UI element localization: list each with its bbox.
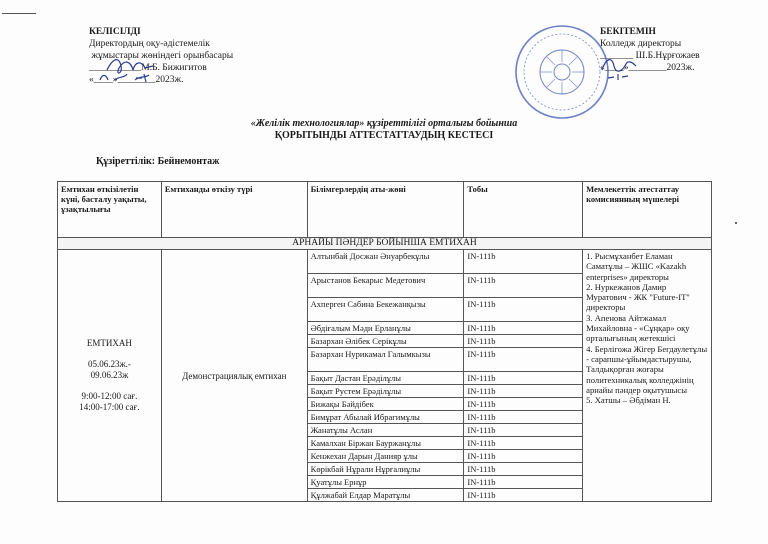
approval-left-line4: «____»________2023ж. [89,75,184,85]
document-title: ҚОРЫТЫНДЫ АТТЕСТАТТАУДЫҢ КЕСТЕСІ [274,130,494,141]
header-commission: Мемлекеттік атестаттау комисиянның мүшелері [583,182,712,238]
header-date: Емтихан өткізілетін күні, басталу уақыты, ұзақтылығы [58,182,162,238]
header-group: Тобы [464,182,583,238]
student-group: IN-111b [464,335,583,348]
student-name: Арыстанов Бекарыс Медетович [307,274,464,298]
student-name: Кенжехан Дарын Данияр ұлы [307,450,464,463]
exam-info-cell [58,250,162,502]
student-group: IN-111b [464,385,583,398]
approval-right-line1: Колледж директоры [600,39,682,49]
student-name: Базархан Әлібек Серікұлы [307,335,464,348]
specialty-label: Құзіреттілік: Бейнемонтаж [96,156,220,167]
top-rule [2,13,36,14]
student-group: IN-111b [464,437,583,450]
right-date-handwriting-icon [606,72,630,82]
student-name: Жанатұлы Аслан [307,424,464,437]
header-students: Білімгерлердің аты-жөні [307,182,464,238]
commission-member: 3. Апенова Айтжамал Михайловна - «Сұңқар» оқу орталығының жетекшісі [586,312,690,344]
student-name: Алтынбай Досжан Әнуарбекұлы [307,250,464,274]
student-group: IN-111b [464,424,583,437]
student-group: IN-111b [464,298,583,322]
student-name: Камалхан Біржан Бауржанұлы [307,437,464,450]
commission-member: 4. Берлігожа Жігер Бегдаулетұлы - сарапшы-ұйымдастырушы, Талдықорған жоғары политехникалық колледжінің арнайы пәндер оқытушысы [586,343,708,395]
header-form: Емтиханды өткізу түрі [161,182,307,238]
section-row [58,238,712,250]
section-title: АРНАЙЫ ПӘНДЕР БОЙЫНША ЕМТИХАН [58,238,712,250]
exam-time-2: 14:00-17:00 сағ. [79,402,140,412]
student-group: IN-111b [464,250,583,274]
approval-left-line3: ___________М.Б. Бижигитов [89,63,207,73]
approval-right-line3: «____»________2023ж. [600,63,695,73]
exam-label: ЕМТИХАН [86,338,132,348]
student-group: IN-111b [464,450,583,463]
commission-cell [583,250,712,502]
commission-member: 5. Хатшы – Әбдіман Н. [586,395,671,406]
left-date-handwriting-icon [96,72,156,84]
student-name: Әбдіғалым Мәди Ерланұлы [307,322,464,335]
commission-member: 2. Нуркежанов Дамир Муратович - ЖК "Future-IT" директоры [586,281,690,313]
exam-form-cell: Демонстрациялық емтихан [161,250,307,502]
student-name: Бижақы Бәйдібек [307,398,464,411]
student-group: IN-111b [464,322,583,335]
commission-member: 1. Рысмұханбет Еламан Саматұлы – ЖШС «Kazakh enterprises» директоры [586,251,687,282]
scan-speck [735,222,737,224]
official-stamp-icon [512,22,612,122]
table-header-row [58,182,712,238]
student-group: IN-111b [464,489,583,502]
student-name: Бақыт Рустем Ерәділұлы [307,385,464,398]
approval-right-heading: БЕКІТЕМІН [600,27,656,37]
exam-time-1: 9:00-12:00 сағ. [81,391,138,401]
student-group: IN-111b [464,372,583,385]
student-name: Базархан Нурикамал Галымкызы [307,348,464,372]
approval-left-line1: Директордың оқу-әдістемелік [89,39,210,49]
student-group: IN-111b [464,463,583,476]
approval-left-heading: КЕЛІСІЛДІ [89,27,141,37]
schedule-table [57,181,712,502]
student-group: IN-111b [464,348,583,372]
exam-dates: 05.06.23ж.- 09.06.23ж [87,359,131,380]
student-name: Құлжабай Елдар Маратұлы [307,489,464,502]
student-name: Бақыт Дастан Ерәділұлы [307,372,464,385]
student-name: Бимұрат Абылай Ибрагимұлы [307,411,464,424]
approval-left-line2: жұмыстары жөніндегі орынбасары [89,51,234,61]
approval-right-line2: _______ Ш.Б.Нұрғожаев [600,51,700,61]
student-name: Қуатұлы Ернұр [307,476,464,489]
student-group: IN-111b [464,274,583,298]
table-row [58,250,712,274]
student-group: IN-111b [464,411,583,424]
student-group: IN-111b [464,476,583,489]
student-name: Көрікбай Нұрали Нұрғалиұлы [307,463,464,476]
student-group: IN-111b [464,398,583,411]
document-subtitle: «Желілік технологиялар» құзіреттілігі орталығы бойынша [250,118,518,129]
student-name: Ахперген Сабина Бекежанқызы [307,298,464,322]
